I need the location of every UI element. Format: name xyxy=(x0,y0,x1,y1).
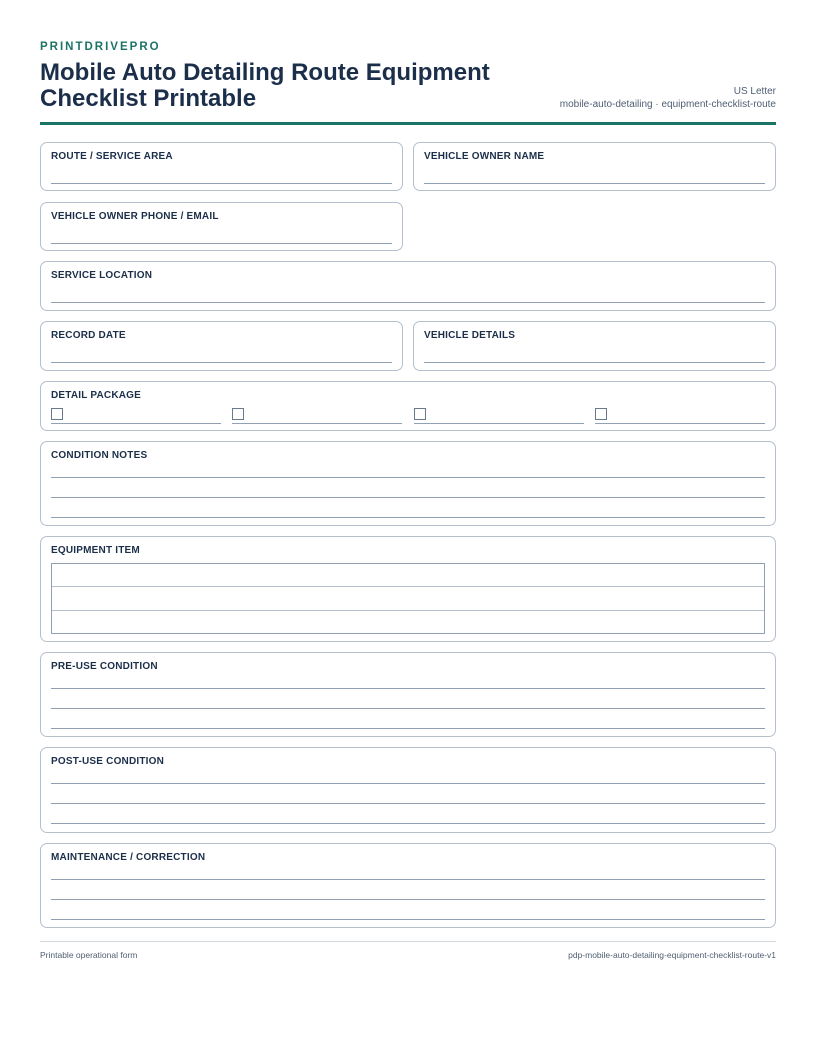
detail-package-checkbox-4[interactable] xyxy=(595,408,607,420)
record-date-label: RECORD DATE xyxy=(51,330,126,341)
pre-use-condition-line-2[interactable] xyxy=(51,708,765,709)
equipment-item-row-3[interactable] xyxy=(52,611,764,634)
pre-use-condition-label: PRE-USE CONDITION xyxy=(51,661,158,672)
maintenance-correction-line-1[interactable] xyxy=(51,879,765,880)
detail-package-option-4[interactable] xyxy=(595,408,765,424)
condition-notes-label: CONDITION NOTES xyxy=(51,450,148,461)
detail-package-field xyxy=(40,381,776,431)
condition-notes-line-2[interactable] xyxy=(51,497,765,498)
detail-package-checkbox-2[interactable] xyxy=(232,408,244,420)
condition-notes-field xyxy=(40,441,776,526)
pre-use-condition-line-3[interactable] xyxy=(51,728,765,729)
equipment-item-row-1[interactable] xyxy=(52,564,764,587)
condition-notes-line-1[interactable] xyxy=(51,477,765,478)
post-use-condition-line-3[interactable] xyxy=(51,823,765,824)
paper-size: US Letter xyxy=(733,86,776,97)
maintenance-correction-label: MAINTENANCE / CORRECTION xyxy=(51,852,206,863)
vehicle-owner-name-input-line[interactable] xyxy=(424,183,765,184)
equipment-item-row-2[interactable] xyxy=(52,587,764,610)
maintenance-correction-line-3[interactable] xyxy=(51,919,765,920)
condition-notes-line-3[interactable] xyxy=(51,517,765,518)
service-location-input-line[interactable] xyxy=(51,302,765,303)
post-use-condition-label: POST-USE CONDITION xyxy=(51,756,165,767)
category-path: mobile-auto-detailing · equipment-checklist-route xyxy=(559,99,776,110)
page-title: Mobile Auto Detailing Route Equipment Checklist Printable xyxy=(40,59,490,112)
detail-package-checkbox-1[interactable] xyxy=(51,408,63,420)
service-location-field xyxy=(40,261,776,311)
equipment-item-label: EQUIPMENT ITEM xyxy=(51,545,140,556)
pre-use-condition-line-1[interactable] xyxy=(51,688,765,689)
footer-rule xyxy=(40,941,776,942)
vehicle-details-field xyxy=(413,321,776,371)
vehicle-owner-contact-field xyxy=(40,202,403,251)
route-service-area-field xyxy=(40,142,403,191)
vehicle-owner-contact-label: VEHICLE OWNER PHONE / EMAIL xyxy=(51,211,219,222)
vehicle-owner-name-field xyxy=(413,142,776,191)
detail-package-option-1[interactable] xyxy=(51,408,221,424)
detail-package-option-3[interactable] xyxy=(414,408,584,424)
footer-note: Printable operational form xyxy=(40,950,138,960)
maintenance-correction-field xyxy=(40,843,776,928)
document-meta xyxy=(560,85,776,111)
post-use-condition-line-1[interactable] xyxy=(51,783,765,784)
equipment-item-table xyxy=(51,563,765,634)
detail-package-checkbox-3[interactable] xyxy=(414,408,426,420)
vehicle-owner-name-label: VEHICLE OWNER NAME xyxy=(424,151,545,162)
post-use-condition-line-2[interactable] xyxy=(51,803,765,804)
record-date-field xyxy=(40,321,403,371)
vehicle-owner-contact-input-line[interactable] xyxy=(51,243,392,244)
header-rule xyxy=(40,122,776,125)
route-service-area-input-line[interactable] xyxy=(51,183,392,184)
equipment-item-field xyxy=(40,536,776,642)
maintenance-correction-line-2[interactable] xyxy=(51,899,765,900)
vehicle-details-input-line[interactable] xyxy=(424,362,765,363)
record-date-input-line[interactable] xyxy=(51,362,392,363)
detail-package-option-2[interactable] xyxy=(232,408,402,424)
detail-package-label: DETAIL PACKAGE xyxy=(51,390,142,401)
route-service-area-label: ROUTE / SERVICE AREA xyxy=(51,151,173,162)
post-use-condition-field xyxy=(40,747,776,833)
pre-use-condition-field xyxy=(40,652,776,737)
service-location-label: SERVICE LOCATION xyxy=(51,270,153,281)
form-id: pdp-mobile-auto-detailing-equipment-checklist-route-v1 xyxy=(568,950,776,960)
brand-name: PRINTDRIVEPRO xyxy=(40,41,161,53)
vehicle-details-label: VEHICLE DETAILS xyxy=(424,330,516,341)
